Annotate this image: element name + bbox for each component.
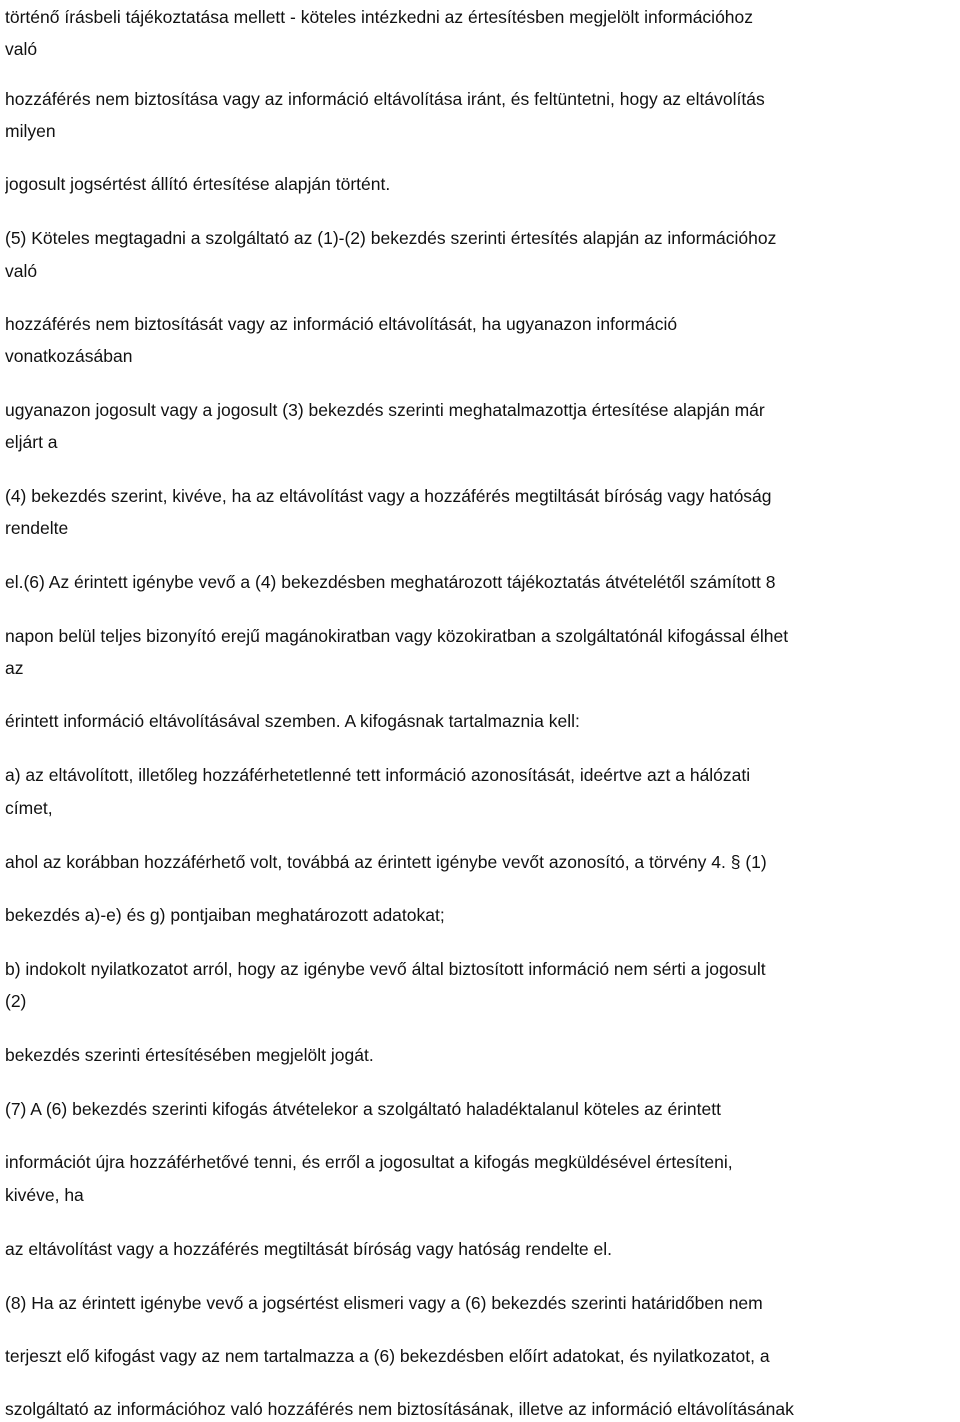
- text-line: jogosult jogsértést állító értesítése alapján történt.: [5, 174, 391, 194]
- text-line: terjeszt elő kifogást vagy az nem tartalmazza a (6) bekezdésben előírt adatokat, és nyilatkozatot, a: [5, 1346, 770, 1366]
- text-line: való: [5, 261, 38, 281]
- text-line: bekezdés a)-e) és g) pontjaiban meghatározott adatokat;: [5, 905, 445, 925]
- text-line: milyen: [5, 121, 56, 141]
- text-line: (2): [5, 991, 27, 1011]
- text-line: az eltávolítást vagy a hozzáférés megtiltását bíróság vagy hatóság rendelte el.: [5, 1239, 613, 1259]
- text-line: el.(6) Az érintett igénybe vevő a (4) bekezdésben meghatározott tájékoztatás átvételétől számított 8: [5, 572, 776, 592]
- text-line: (8) Ha az érintett igénybe vevő a jogsértést elismeri vagy a (6) bekezdés szerinti határidőben nem: [5, 1293, 763, 1313]
- text-line: hozzáférés nem biztosítása vagy az információ eltávolítása iránt, és feltüntetni, hogy az eltávolítás: [5, 89, 765, 109]
- text-line: az: [5, 658, 24, 678]
- text-line: való: [5, 39, 38, 59]
- text-line: érintett információ eltávolításával szemben. A kifogásnak tartalmaznia kell:: [5, 711, 580, 731]
- text-line: ahol az korábban hozzáférhető volt, továbbá az érintett igénybe vevőt azonosító, a törvény 4. § (1): [5, 852, 767, 872]
- text-line: történő írásbeli tájékoztatása mellett - köteles intézkedni az értesítésben megjelölt információhoz: [5, 7, 754, 27]
- text-line: szolgáltató az információhoz való hozzáférés nem biztosításának, illetve az információ eltávolításának: [5, 1399, 794, 1419]
- text-line: kivéve, ha: [5, 1185, 84, 1205]
- text-line: vonatkozásában: [5, 346, 133, 366]
- text-line: eljárt a: [5, 432, 58, 452]
- text-line: b) indokolt nyilatkozatot arról, hogy az igénybe vevő által biztosított információ nem sérti a jogosult: [5, 959, 766, 979]
- text-line: a) az eltávolított, illetőleg hozzáférhetetlenné tett információ azonosítását, ideértve azt a hálózati: [5, 765, 751, 785]
- text-line: címet,: [5, 798, 53, 818]
- text-line: (5) Köteles megtagadni a szolgáltató az (1)-(2) bekezdés szerinti értesítés alapján az információhoz: [5, 228, 777, 248]
- text-line: ugyanazon jogosult vagy a jogosult (3) bekezdés szerinti meghatalmazottja értesítése alapján már: [5, 400, 765, 420]
- text-line: hozzáférés nem biztosítását vagy az információ eltávolítását, ha ugyanazon információ: [5, 314, 678, 334]
- text-line: (4) bekezdés szerint, kivéve, ha az eltávolítást vagy a hozzáférés megtiltását bíróság vagy hatóság: [5, 486, 772, 506]
- text-line: (7) A (6) bekezdés szerinti kifogás átvételekor a szolgáltató haladéktalanul köteles az érintett: [5, 1099, 721, 1119]
- text-line: bekezdés szerinti értesítésében megjelölt jogát.: [5, 1045, 374, 1065]
- text-line: rendelte: [5, 518, 69, 538]
- text-line: napon belül teljes bizonyító erejű magánokiratban vagy közokiratban a szolgáltatónál kifogással élhet: [5, 626, 789, 646]
- text-line: információt újra hozzáférhetővé tenni, és erről a jogosultat a kifogás megküldésével értesíteni,: [5, 1152, 733, 1172]
